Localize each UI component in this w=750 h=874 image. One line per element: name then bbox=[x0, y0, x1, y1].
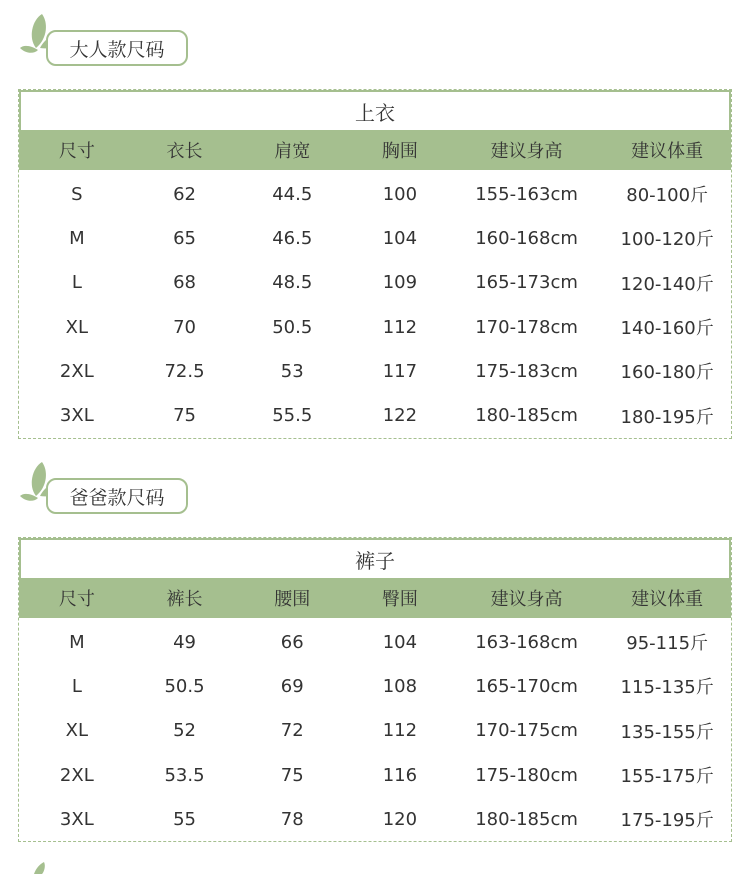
cell: 65 bbox=[173, 227, 196, 249]
cell: 175-195斤 bbox=[620, 810, 714, 832]
cell: 78 bbox=[280, 808, 304, 830]
header-cell: 胸围 bbox=[381, 141, 418, 162]
cell: 3XL bbox=[59, 808, 94, 830]
section-label-text: 大人款尺码 bbox=[46, 30, 188, 66]
cell: 68 bbox=[173, 272, 196, 294]
cell: 2XL bbox=[59, 764, 94, 786]
cell: 95-115斤 bbox=[626, 633, 709, 655]
cell: 116 bbox=[382, 764, 418, 786]
cell: 155-175斤 bbox=[620, 766, 714, 788]
cell: 62 bbox=[173, 183, 196, 205]
cell: 104 bbox=[382, 227, 418, 249]
cell: 49 bbox=[173, 631, 196, 653]
header-cell: 衣长 bbox=[166, 141, 203, 162]
table-row bbox=[19, 664, 731, 708]
cell: 75 bbox=[280, 764, 304, 786]
cell: 2XL bbox=[59, 360, 94, 382]
cell: 115-135斤 bbox=[620, 677, 714, 699]
cell: 175-183cm bbox=[475, 360, 578, 382]
header-cell: 腰围 bbox=[274, 589, 311, 610]
header-cell: 建议身高 bbox=[490, 589, 563, 610]
section-label-dad bbox=[18, 456, 178, 518]
table-title: 裤子 bbox=[19, 538, 731, 578]
cell: 180-195斤 bbox=[620, 406, 714, 428]
header-cell: 建议身高 bbox=[490, 141, 563, 162]
cell: 55.5 bbox=[272, 405, 313, 427]
cell: 69 bbox=[280, 675, 304, 697]
cell: 120-140斤 bbox=[620, 273, 714, 295]
cell: XL bbox=[65, 316, 89, 338]
cell: 180-185cm bbox=[475, 808, 578, 830]
table-row bbox=[19, 709, 731, 753]
header-cell: 建议体重 bbox=[631, 141, 704, 162]
table-title: 上衣 bbox=[19, 90, 731, 130]
cell: 122 bbox=[382, 405, 418, 427]
table-row bbox=[19, 172, 731, 216]
size-table-top bbox=[18, 89, 732, 439]
cell: 170-178cm bbox=[475, 316, 578, 338]
cell: 160-180斤 bbox=[620, 362, 714, 384]
cell: 72 bbox=[280, 720, 304, 742]
cell: 72.5 bbox=[164, 360, 205, 382]
cell: 163-168cm bbox=[475, 631, 578, 653]
cell: M bbox=[69, 227, 85, 249]
cell: 50.5 bbox=[272, 316, 313, 338]
cell: 100 bbox=[382, 183, 418, 205]
cell: 155-163cm bbox=[475, 183, 578, 205]
table-row bbox=[19, 753, 731, 797]
cell: 75 bbox=[173, 405, 196, 427]
cell: 117 bbox=[382, 360, 418, 382]
table-row bbox=[19, 261, 731, 305]
cell: 70 bbox=[173, 316, 196, 338]
cell: XL bbox=[65, 720, 89, 742]
table-header-row bbox=[19, 130, 731, 170]
header-cell: 裤长 bbox=[166, 589, 203, 610]
cell: 165-173cm bbox=[475, 272, 578, 294]
table-row bbox=[19, 349, 731, 393]
header-cell: 肩宽 bbox=[274, 141, 311, 162]
cell: 112 bbox=[382, 316, 418, 338]
cell: 100-120斤 bbox=[620, 229, 714, 251]
header-cell: 建议体重 bbox=[631, 589, 704, 610]
section-label-adult bbox=[18, 8, 178, 70]
cell: 66 bbox=[280, 631, 304, 653]
cell: 109 bbox=[382, 272, 418, 294]
cell: 180-185cm bbox=[475, 405, 578, 427]
cell: 108 bbox=[382, 675, 418, 697]
cell: S bbox=[71, 183, 83, 205]
cell: L bbox=[71, 272, 82, 294]
cell: 165-170cm bbox=[475, 675, 578, 697]
size-table-pants bbox=[18, 537, 732, 842]
header-cell: 尺寸 bbox=[58, 141, 95, 162]
table-row bbox=[19, 620, 731, 664]
cell: 175-180cm bbox=[475, 764, 578, 786]
header-cell: 尺寸 bbox=[58, 589, 95, 610]
cell: 53.5 bbox=[164, 764, 205, 786]
cell: 135-155斤 bbox=[620, 721, 714, 743]
cell: 160-168cm bbox=[475, 227, 578, 249]
cell: M bbox=[69, 631, 85, 653]
table-row bbox=[19, 216, 731, 260]
table-header-row bbox=[19, 578, 731, 618]
cell: 48.5 bbox=[272, 272, 313, 294]
table-row bbox=[19, 797, 731, 841]
cell: 44.5 bbox=[272, 183, 313, 205]
cell: 120 bbox=[382, 808, 418, 830]
cell: 46.5 bbox=[272, 227, 313, 249]
cell: 104 bbox=[382, 631, 418, 653]
leaf-icon bbox=[24, 862, 64, 874]
cell: 140-160斤 bbox=[620, 318, 714, 340]
table-row bbox=[19, 305, 731, 349]
table-row bbox=[19, 393, 731, 437]
cell: 112 bbox=[382, 720, 418, 742]
cell: 80-100斤 bbox=[626, 185, 709, 207]
cell: 3XL bbox=[59, 405, 94, 427]
cell: L bbox=[71, 675, 82, 697]
cell: 55 bbox=[173, 808, 196, 830]
cell: 170-175cm bbox=[475, 720, 578, 742]
cell: 52 bbox=[173, 720, 196, 742]
section-label-text: 爸爸款尺码 bbox=[46, 478, 188, 514]
cell: 50.5 bbox=[164, 675, 205, 697]
header-cell: 臀围 bbox=[381, 589, 418, 610]
cell: 53 bbox=[280, 360, 304, 382]
